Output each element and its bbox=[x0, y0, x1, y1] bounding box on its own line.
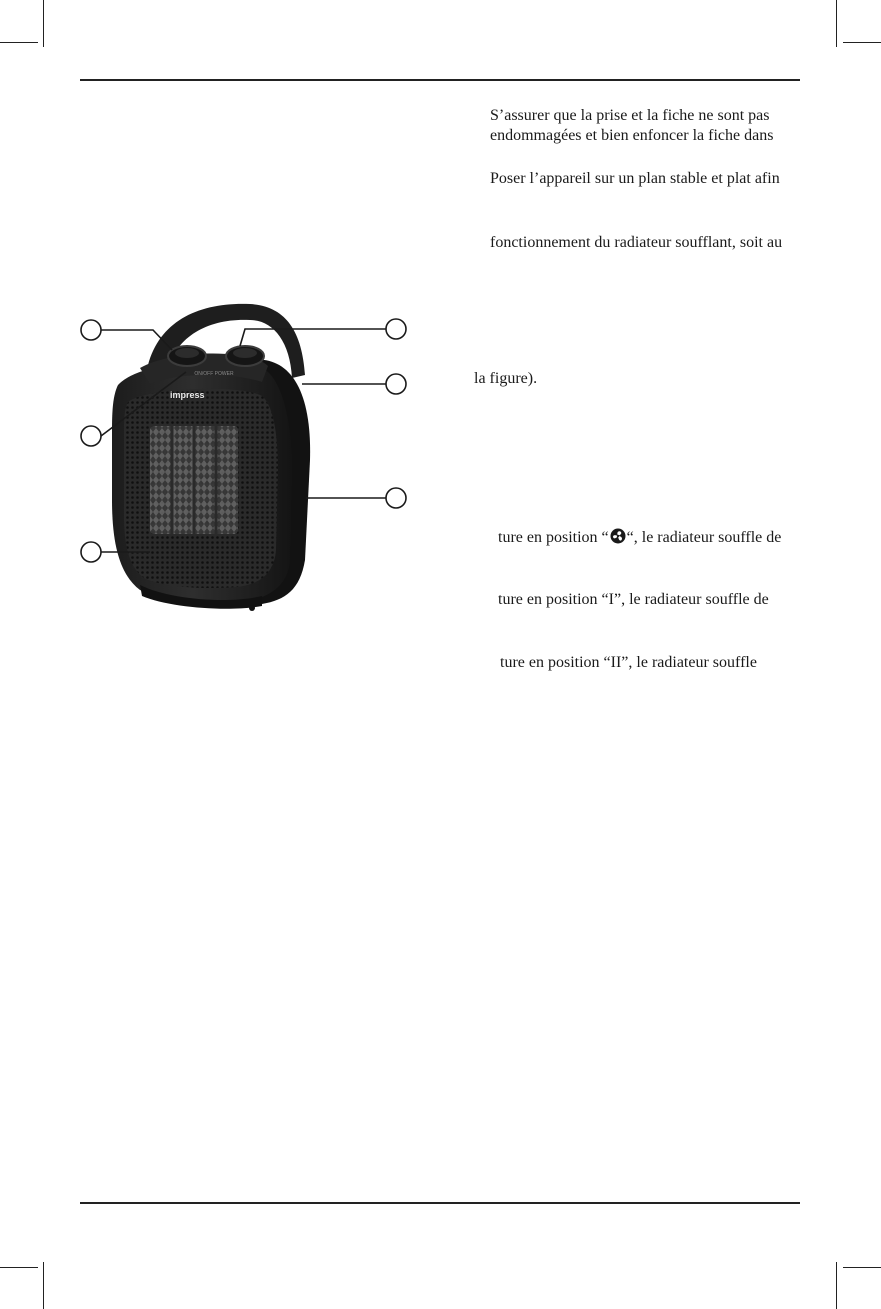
crop-mark-tl-v bbox=[43, 0, 44, 47]
panel-label: ON/OFF POWER bbox=[194, 371, 234, 377]
callout-marker-4 bbox=[81, 426, 101, 446]
callout-marker-5 bbox=[386, 488, 406, 508]
crop-mark-bl-h bbox=[0, 1267, 38, 1268]
paragraph-5-prefix: ture en position “ bbox=[498, 529, 609, 546]
paragraph-7-line-1: ture en position “II”, le radiateur souffle bbox=[500, 654, 757, 671]
paragraph-3-line-1: fonctionnement du radiateur soufflant, soit au bbox=[490, 234, 783, 251]
paragraph-1-line-2: endommagées et bien enfoncer la fiche dans bbox=[490, 127, 774, 144]
callout-marker-3 bbox=[386, 374, 406, 394]
paragraph-5-suffix: “, le radiateur souffle de bbox=[626, 529, 782, 546]
callout-line-2 bbox=[240, 329, 386, 346]
crop-mark-tr-h bbox=[843, 42, 881, 43]
paragraph-1-line-1: S’assurer que la prise et la fiche ne sont pas bbox=[490, 107, 770, 124]
header-rule bbox=[80, 79, 800, 81]
crop-mark-tl-h bbox=[0, 42, 38, 43]
callout-marker-1 bbox=[81, 320, 101, 340]
brand-logo: impress bbox=[170, 390, 205, 400]
crop-mark-tr-v bbox=[836, 0, 837, 47]
footer-rule bbox=[80, 1202, 800, 1204]
crop-mark-br-v bbox=[836, 1262, 837, 1309]
fan-icon bbox=[610, 528, 626, 550]
callout-marker-2 bbox=[386, 319, 406, 339]
paragraph-4-line-1: la figure). bbox=[474, 370, 538, 387]
callout-marker-6 bbox=[81, 542, 101, 562]
crop-mark-br-h bbox=[843, 1267, 881, 1268]
heater-figure bbox=[0, 290, 440, 640]
paragraph-2-line-1: Poser l’appareil sur un plan stable et plat afin bbox=[490, 170, 780, 187]
paragraph-6-line-1: ture en position “I”, le radiateur souffle de bbox=[498, 591, 769, 608]
crop-mark-bl-v bbox=[43, 1262, 44, 1309]
paragraph-5-line-1 bbox=[498, 528, 781, 550]
